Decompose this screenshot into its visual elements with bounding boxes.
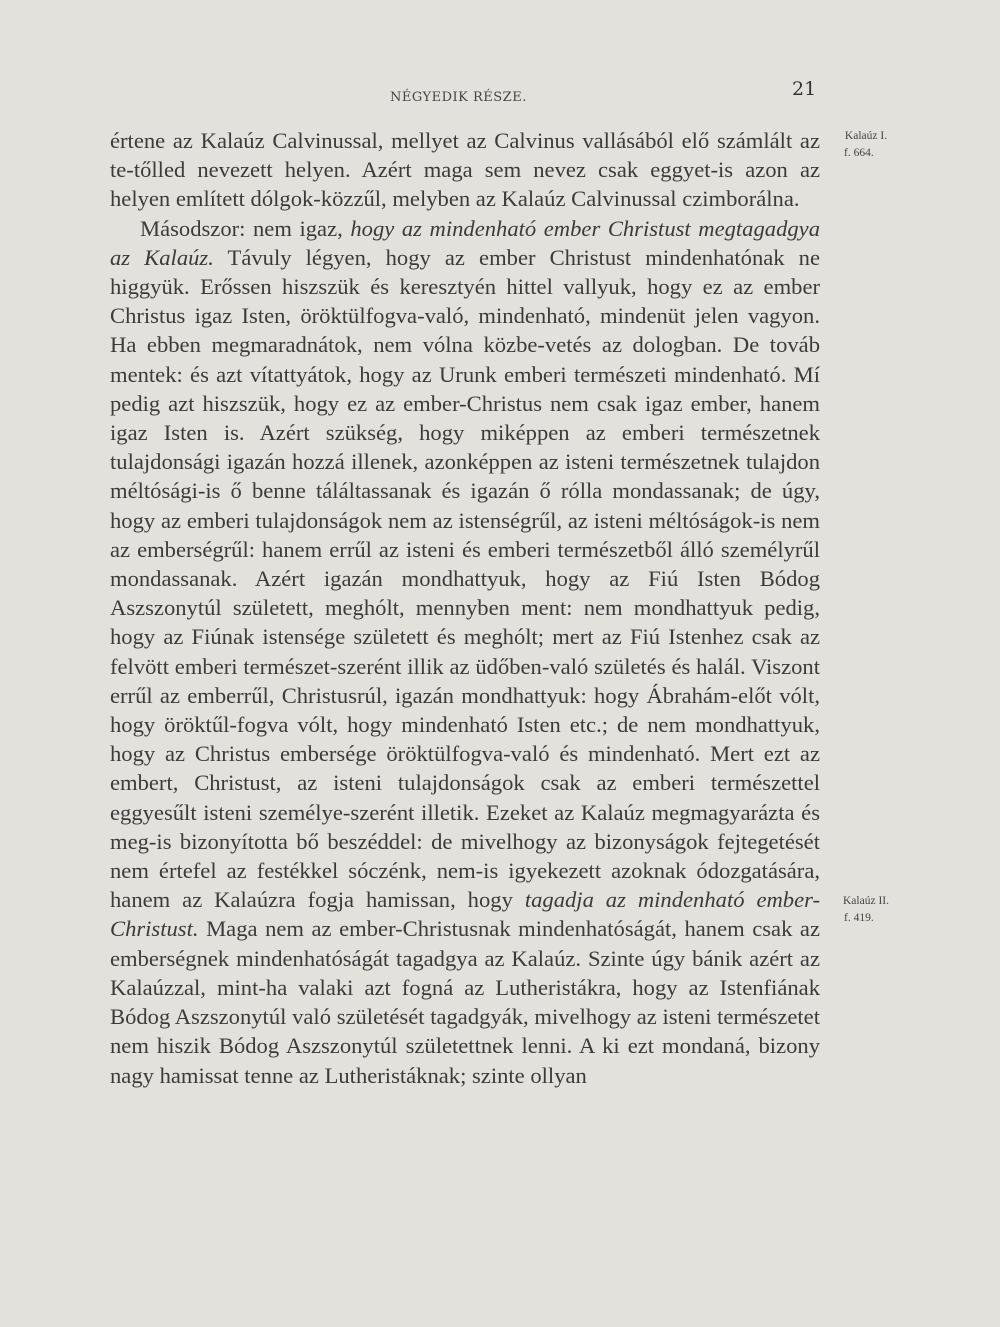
running-header: NÉGYEDIK RÉSZE. bbox=[390, 90, 527, 105]
margin-reference bbox=[834, 128, 898, 162]
text-run: Másodszor: nem igaz, bbox=[140, 215, 351, 241]
margin-reference-source: Kalaúz I. bbox=[844, 130, 888, 142]
margin-reference-source: Kalaúz II. bbox=[843, 895, 889, 907]
margin-reference-folio: f. 664. bbox=[844, 147, 874, 159]
body-text bbox=[110, 126, 820, 1090]
margin-reference bbox=[834, 893, 898, 927]
page-number: 21 bbox=[792, 78, 817, 100]
margin-reference-folio: f. 419. bbox=[844, 912, 874, 924]
text-run: Maga nem az ember-Christusnak mindenhatóságát, hanem csak az emberségnek mindenhatóságát tagadgya az Kalaúz. Szinte úgy bánik azért az Kalaúzzal, mint-ha valaki azt fogná az Lutheristákra, hogy az Istenfiának Bódog Aszszonytúl való születését tagadgyák, mivelhogy az isteni természetet nem hiszik Bódog Aszszonytúl születettnek lenni. A ki ezt mondaná, bizony nagy hamissat tenne az Lutheristáknak; szinte ollyan bbox=[110, 916, 820, 1088]
paragraph: értene az Kalaúz Calvinussal, mellyet az Calvinus vallásából elő számlált az te-tőlled nevezett helyen. Azért maga sem nevez csak eggyet-is azon az helyen említett dólgok-közzűl, melyben az Kalaúz Calvinussal czimborálna. bbox=[110, 128, 820, 212]
italic-emphasis: hogy az mindenható ember Christust megtagadgya az Kalaúz. bbox=[110, 215, 820, 270]
paragraph bbox=[110, 214, 820, 1090]
text-run: Távuly légyen, hogy az ember Christust mindenhatónak ne higgyük. Erőssen hiszszük és keresztyén hittel vallyuk, hogy ez az ember Christus igaz Isten, öröktülfogva-való, mindenható, mindenüt jelen vagyon. Ha ebben megmaradnátok, nem vólna közbe-vetés az dologban. De továb mentek: és azt vítattyátok, hogy az Urunk emberi természeti mindenható. Mí pedig azt hiszszük, hogy ez az ember-Christus nem csak igaz ember, hanem igaz Isten is. Azért szükség, hogy miképpen az emberi természetnek tulajdonsági igazán hozzá illenek, azonképpen az isteni természetnek tulajdon méltósági-is ő benne táláltassanak és igazán ő rólla mondassanak; de úgy, hogy az emberi tulajdonságok nem az istenségrűl, az isteni méltóságok-is nem az emberségrűl: hanem errűl az isteni és emberi természetből álló személyrűl mondassanak. Azért igazán mondhattyuk, hogy az Fiú Isten Bódog Aszszonytúl született, meghólt, mennyben ment: nem mondhattyuk pedig, hogy az Fiúnak istensége született és meghólt; mert az Fiú Istenhez csak az felvött emberi természet-szerént illik az üdőben-való születés és halál. Viszont errűl az emberrűl, Christusrúl, igazán mondhattyuk: hogy Ábrahám-előt vólt, hogy öröktűl-fogva vólt, hogy mindenható Isten etc.; de nem mondhattyuk, hogy az Christus embersége öröktülfogva-való és mindenható. Mert ezt az embert, Christust, az isteni tulajdonságok csak az emberi természettel eggyesűlt isteni személye-szerént illetik. Ezeket az Kalaúz megmagyarázta és meg-is bizonyította bő beszéddel: de mivelhogy az bizonyságok fejtegetését nem értefel az festékkel sóczénk, nem-is igyekezett azoknak ódozgatására, hanem az Kalaúzra fogja hamissan, hogy bbox=[110, 244, 820, 913]
italic-emphasis: tagadja az mindenható ember-Christust. bbox=[110, 887, 821, 942]
